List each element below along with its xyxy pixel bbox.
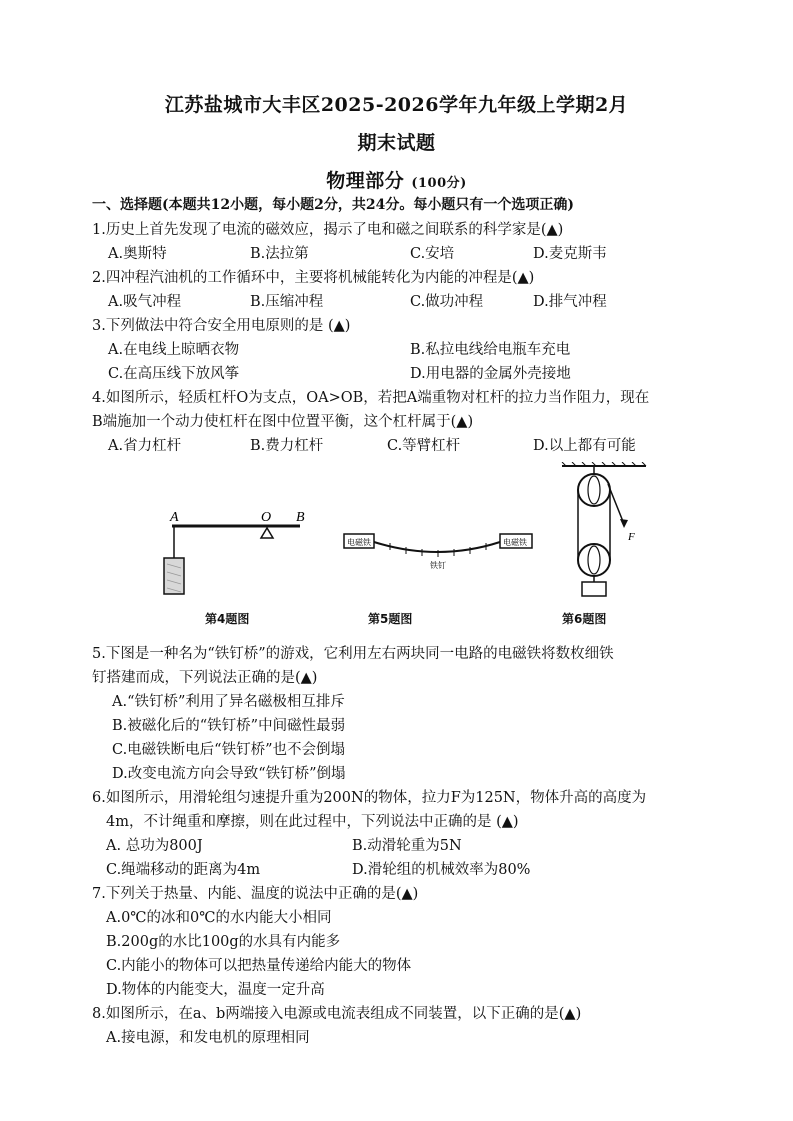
question-7-stem: 7.下列关于热量、内能、温度的说法中正确的是(▲) bbox=[92, 886, 419, 902]
question-1-option-d: D.麦克斯韦 bbox=[533, 246, 607, 262]
question-3-option-a: A.在电线上晾晒衣物 bbox=[108, 342, 240, 358]
question-5-option-d: D.改变电流方向会导致“铁钉桥”倒塌 bbox=[112, 766, 346, 782]
question-2-option-b: B.压缩冲程 bbox=[250, 294, 324, 310]
subject-title: 物理部分 bbox=[326, 170, 405, 192]
figure-6-pulley bbox=[560, 462, 650, 612]
question-6-stem-line1: 6.如图所示，用滑轮组匀速提升重为200N的物体，拉力F为125N，物体升高的高度为 bbox=[92, 790, 647, 806]
movable-pulley bbox=[578, 544, 610, 576]
question-6-option-a: A. 总功为800J bbox=[106, 838, 203, 854]
question-5-option-b: B.被磁化后的“铁钉桥”中间磁性最弱 bbox=[112, 718, 346, 734]
question-6-stem-line2: 4m，不计绳重和摩擦，则在此过程中，下列说法中正确的是 (▲) bbox=[106, 814, 519, 830]
fulcrum bbox=[261, 528, 273, 538]
figure-6-caption: 第6题图 bbox=[562, 612, 607, 626]
question-7-option-c: C.内能小的物体可以把热量传递给内能大的物体 bbox=[106, 958, 412, 974]
section-1-heading: 一、选择题(本题共12小题，每小题2分，共24分。每小题只有一个选项正确) bbox=[92, 197, 574, 213]
left-magnet-label: 电磁铁 bbox=[347, 538, 371, 547]
question-3-option-b: B.私拉电线给电瓶车充电 bbox=[410, 342, 571, 358]
label-o: O bbox=[261, 510, 272, 525]
label-b: B bbox=[296, 510, 305, 525]
question-2-stem: 2.四冲程汽油机的工作循环中，主要将机械能转化为内能的冲程是(▲) bbox=[92, 270, 535, 286]
question-6-option-c: C.绳端移动的距离为4m bbox=[106, 862, 261, 878]
exam-title-line1: 江苏盐城市大丰区2025-2026学年九年级上学期2月 bbox=[164, 94, 629, 116]
question-1-stem: 1.历史上首先发现了电流的磁效应，揭示了电和磁之间联系的科学家是(▲) bbox=[92, 222, 564, 238]
load-block bbox=[582, 582, 606, 596]
question-6-option-d: D.滑轮组的机械效率为80% bbox=[352, 862, 531, 878]
question-7-option-b: B.200g的水比100g的水具有内能多 bbox=[106, 934, 341, 950]
fixed-pulley bbox=[578, 474, 610, 506]
question-4-stem-line2: B端施加一个动力使杠杆在图中位置平衡，这个杠杆属于(▲) bbox=[92, 414, 474, 430]
question-7-option-d: D.物体的内能变大，温度一定升高 bbox=[106, 982, 325, 998]
force-arrow bbox=[620, 519, 628, 528]
question-1-option-a: A.奥斯特 bbox=[108, 246, 167, 262]
question-2-option-d: D.排气冲程 bbox=[533, 294, 607, 310]
question-2-option-a: A.吸气冲程 bbox=[108, 294, 182, 310]
question-7-option-a: A.0℃的冰和0℃的水内能大小相同 bbox=[106, 910, 332, 926]
question-4-option-a: A.省力杠杆 bbox=[108, 438, 182, 454]
question-5-stem-line1: 5.下图是一种名为“铁钉桥”的游戏，它利用左右两块同一电路的电磁铁将数枚细铁 bbox=[92, 646, 614, 662]
figure-5-nail-bridge bbox=[342, 528, 534, 578]
question-5-option-a: A.“铁钉桥”利用了异名磁极相互排斥 bbox=[112, 694, 345, 710]
exam-title-line2: 期末试题 bbox=[357, 132, 436, 154]
right-magnet-label: 电磁铁 bbox=[503, 538, 527, 547]
question-4-stem-line1: 4.如图所示，轻质杠杆O为支点，OA>OB，若把A端重物对杠杆的拉力当作阻力，现在 bbox=[92, 390, 650, 406]
question-3-option-c: C.在高压线下放风筝 bbox=[108, 366, 240, 382]
question-3-option-d: D.用电器的金属外壳接地 bbox=[410, 366, 571, 382]
question-5-stem-line2: 钉搭建而成，下列说法正确的是(▲) bbox=[92, 670, 318, 686]
question-8-stem: 8.如图所示，在a、b两端接入电源或电流表组成不同装置，以下正确的是(▲) bbox=[92, 1006, 582, 1022]
figure-5-caption: 第5题图 bbox=[368, 612, 413, 626]
question-4-option-b: B.费力杠杆 bbox=[250, 438, 324, 454]
nail-label: 铁钉 bbox=[430, 561, 446, 570]
force-label: F bbox=[628, 531, 635, 543]
label-a: A bbox=[170, 510, 179, 525]
nail-chain bbox=[374, 542, 500, 552]
question-6-option-b: B.动滑轮重为5N bbox=[352, 838, 462, 854]
question-1-option-b: B.法拉第 bbox=[250, 246, 309, 262]
question-4-option-c: C.等臂杠杆 bbox=[387, 438, 461, 454]
figure-4-lever bbox=[160, 508, 320, 608]
question-5-option-c: C.电磁铁断电后“铁钉桥”也不会倒塌 bbox=[112, 742, 346, 758]
section-heading bbox=[0, 166, 793, 193]
question-8-option-a: A.接电源，和发电机的原理相同 bbox=[106, 1030, 310, 1046]
question-4-option-d: D.以上都有可能 bbox=[533, 438, 636, 454]
total-score: (100分) bbox=[411, 176, 467, 191]
question-1-option-c: C.安培 bbox=[410, 246, 455, 262]
question-3-stem: 3.下列做法中符合安全用电原则的是 (▲) bbox=[92, 318, 351, 334]
figure-4-caption: 第4题图 bbox=[205, 612, 250, 626]
question-2-option-c: C.做功冲程 bbox=[410, 294, 484, 310]
